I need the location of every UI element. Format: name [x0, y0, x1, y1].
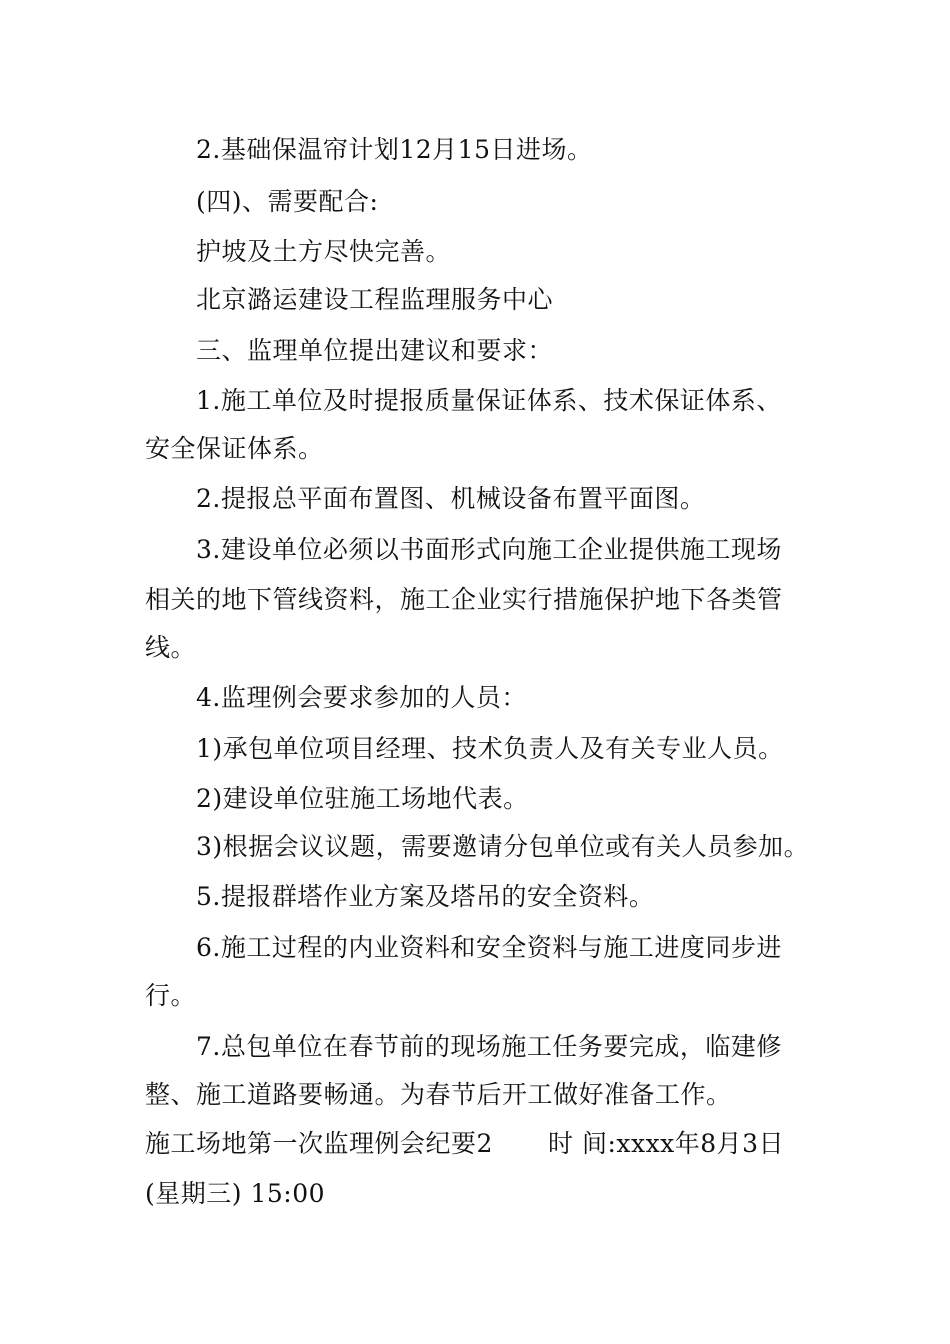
paragraph-item-7-line-1: 7.总包单位在春节前的现场施工任务要完成，临建修 [196, 1032, 782, 1061]
paragraph-item-2: 2.提报总平面布置图、机械设备布置平面图。 [196, 484, 706, 513]
paragraph-item-4: 4.监理例会要求参加的人员： [196, 683, 527, 712]
section-heading-supervision-requirements: 三、监理单位提出建议和要求： [196, 336, 554, 365]
paragraph-item-6-line-1: 6.施工过程的内业资料和安全资料与施工进度同步进 [196, 933, 782, 962]
paragraph-item-1-line-2: 安全保证体系。 [145, 434, 324, 463]
footer-meeting-title: 施工场地第一次监理例会纪要2 [145, 1129, 493, 1158]
section-heading-cooperation: (四)、需要配合: [196, 187, 379, 216]
paragraph-item-3-line-3: 线。 [145, 633, 197, 662]
paragraph-slope-protection: 护坡及土方尽快完善。 [196, 237, 452, 266]
footer-meeting-date-line: (星期三) 15:00 [145, 1179, 325, 1208]
paragraph-plan-insulation: 2.基础保温帘计划12月15日进场。 [196, 135, 593, 164]
paragraph-subitem-1: 1)承包单位项目经理、技术负责人及有关专业人员。 [196, 734, 784, 763]
paragraph-subitem-2: 2)建设单位驻施工场地代表。 [196, 784, 529, 813]
paragraph-item-7-line-2: 整、施工道路要畅通。为春节后开工做好准备工作。 [145, 1080, 732, 1109]
paragraph-item-6-line-2: 行。 [145, 981, 197, 1010]
paragraph-item-3-line-1: 3.建设单位必须以书面形式向施工企业提供施工现场 [196, 535, 782, 564]
paragraph-subitem-3: 3)根据会议议题，需要邀请分包单位或有关人员参加。 [196, 832, 810, 861]
paragraph-item-1-line-1: 1.施工单位及时提报质量保证体系、技术保证体系、 [196, 386, 782, 415]
paragraph-item-5: 5.提报群塔作业方案及塔吊的安全资料。 [196, 882, 655, 911]
paragraph-item-3-line-2: 相关的地下管线资料，施工企业实行措施保护地下各类管 [145, 585, 783, 614]
footer-meeting-time: 时 间:xxxx年8月3日 [548, 1129, 785, 1158]
paragraph-organization-name: 北京潞运建设工程监理服务中心 [196, 285, 554, 314]
